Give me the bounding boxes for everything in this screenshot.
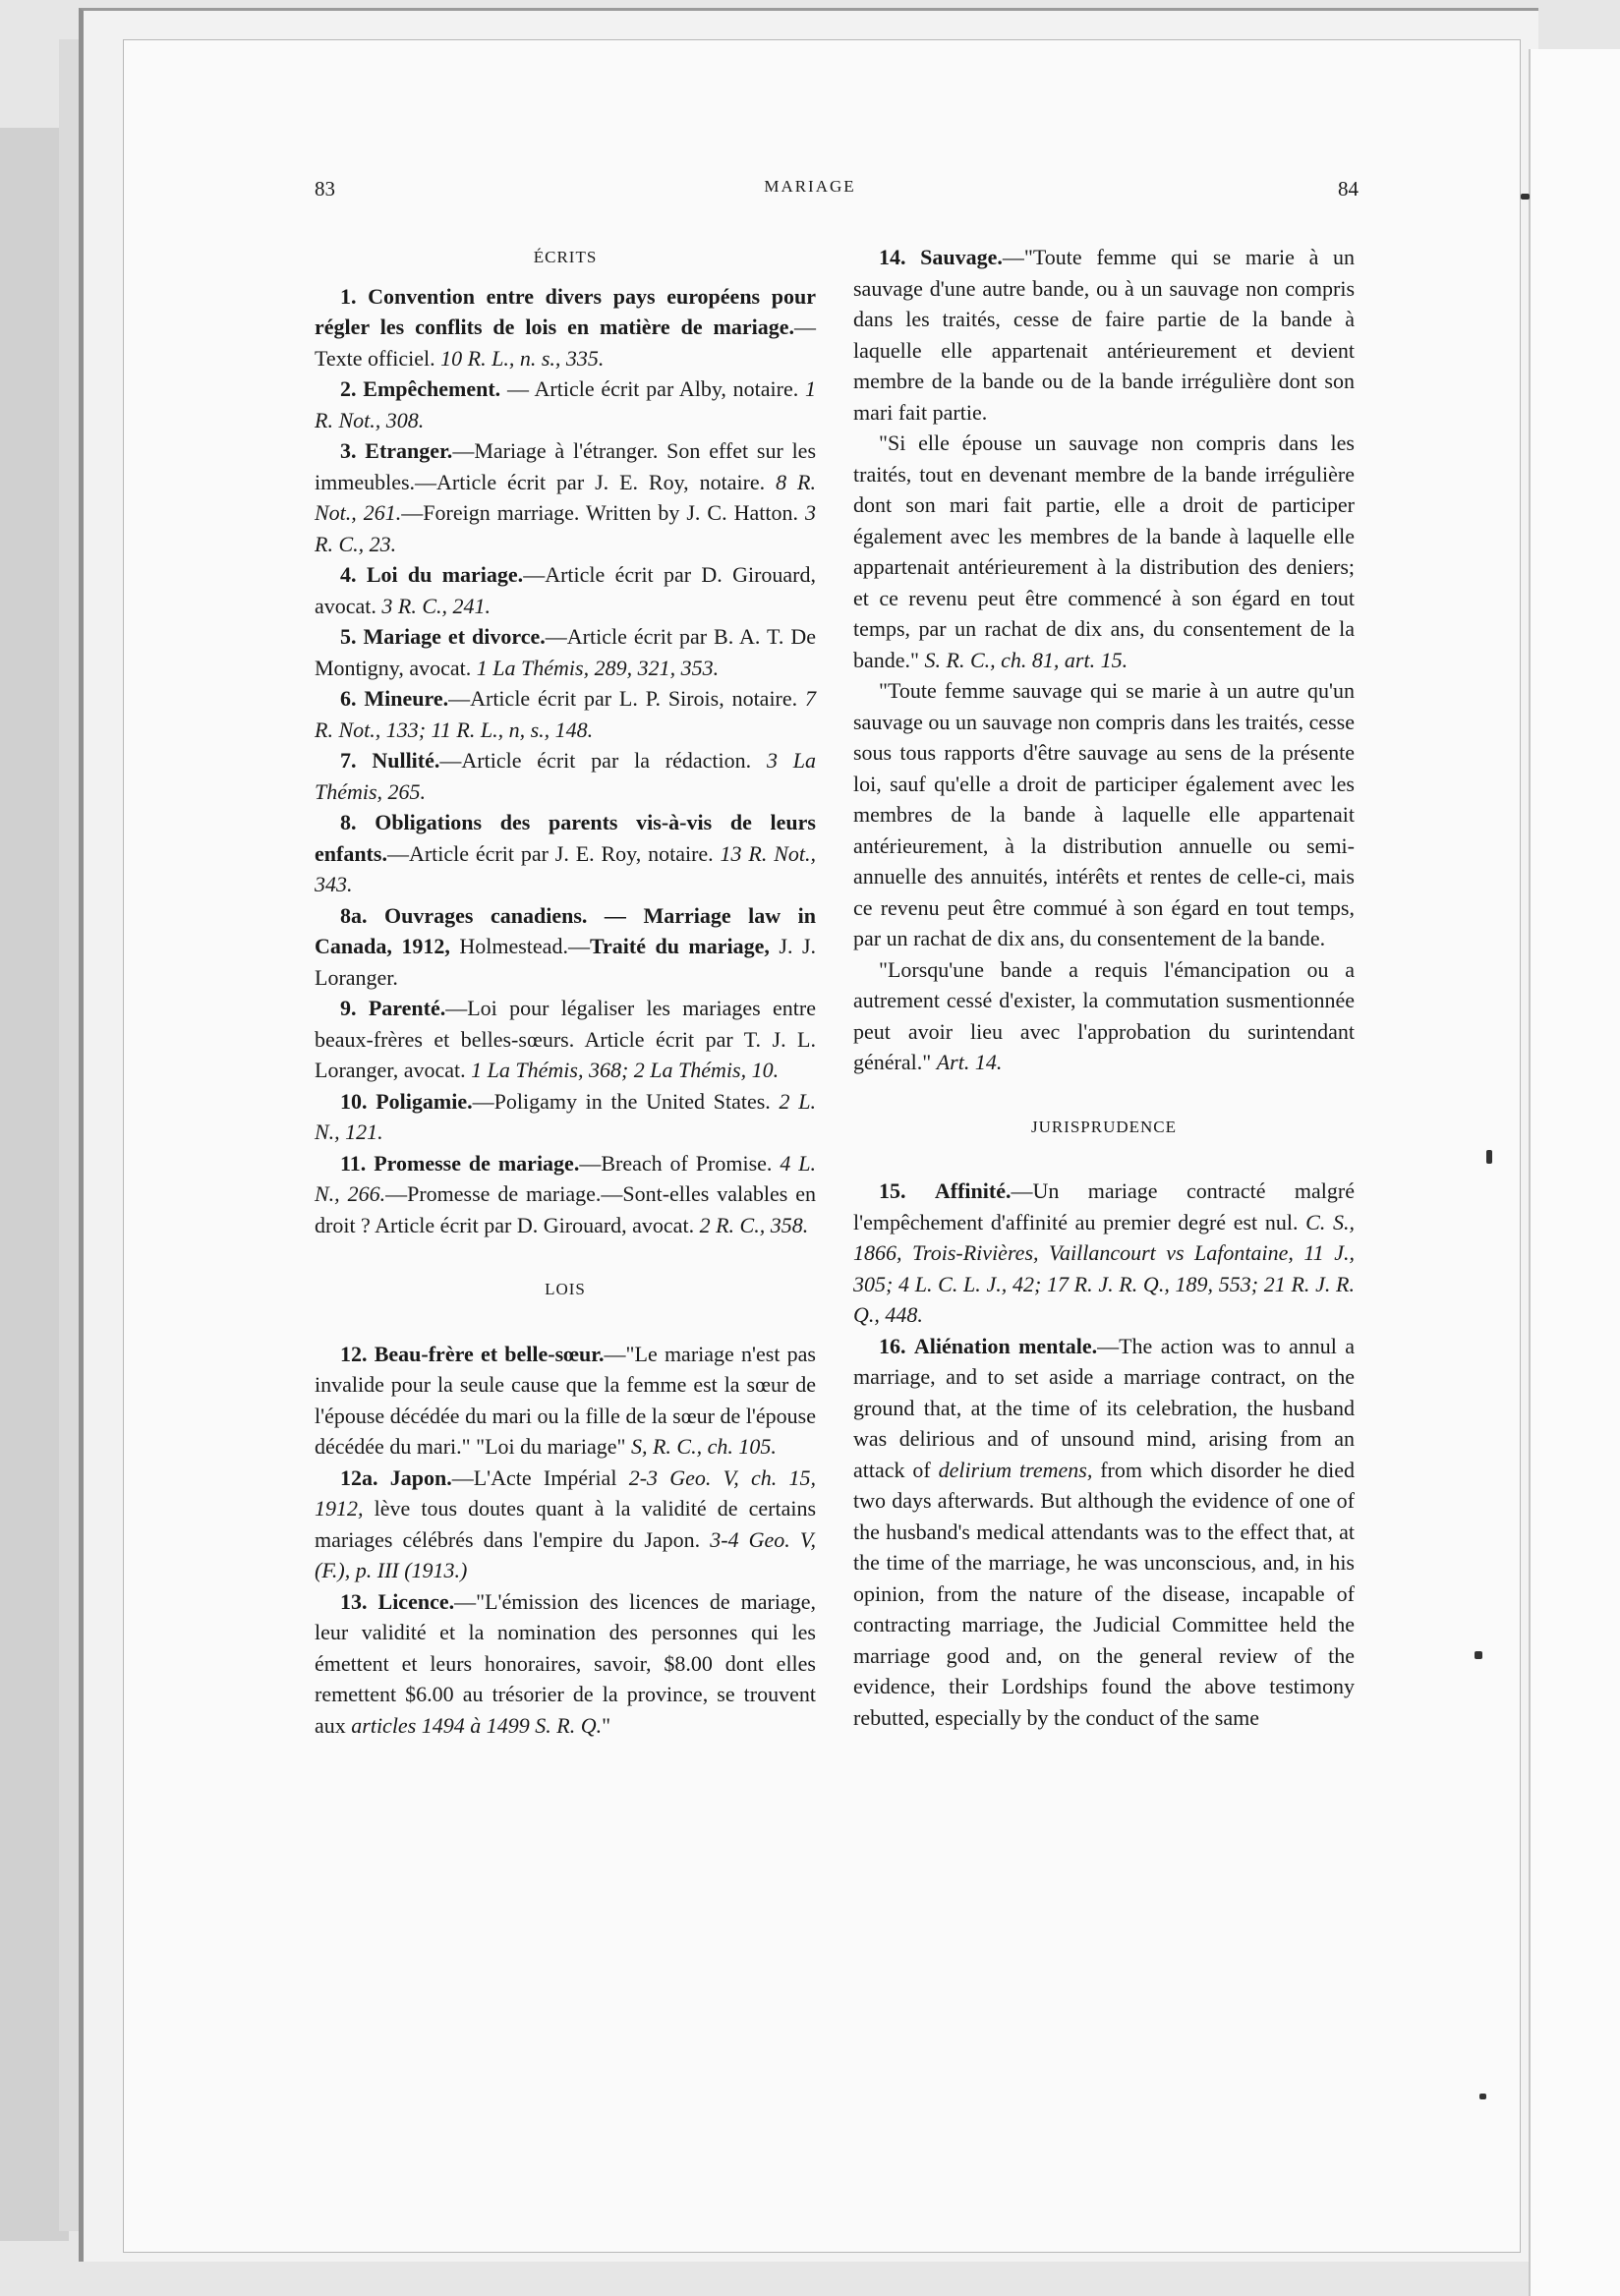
entry-heading: Mariage et divorce.	[363, 624, 546, 649]
entry-heading: Loi du mariage.	[366, 562, 524, 587]
entry-heading: Japon.	[389, 1464, 452, 1490]
entry-citation: 1 La Thémis, 368; 2 La Thémis, 10.	[471, 1058, 780, 1082]
paragraph	[853, 675, 1355, 954]
entry-14	[853, 242, 1355, 428]
entry-number: 16.	[879, 1333, 906, 1358]
entry-citation: 2-3 Geo. V, ch. 15, 1912,	[315, 1464, 817, 1521]
entry-text: —"Le mariage n'est pas invalide pour la seule cause que la femme est la sœur de l'épouse décédée du mari ou la fille de la sœur de l'épouse décédée du mari." "Loi du mariage"	[315, 1341, 816, 1459]
entry-citation: articles 1494 à 1499 S. R. Q.	[351, 1712, 603, 1738]
right-page-edge	[1529, 49, 1620, 2296]
entry-number: 15.	[879, 1178, 906, 1203]
entry-citation: 2 R. C., 358.	[699, 1212, 809, 1237]
paragraph	[853, 954, 1355, 1078]
entry-8a	[315, 900, 816, 994]
entry-text: —Article écrit par D. Girouard, avocat.	[315, 562, 817, 618]
entry-citation: 10 R. L., n. s., 335.	[440, 345, 605, 371]
paragraph	[853, 428, 1355, 675]
entry-text: —Article écrit par B. A. T. De Montigny, avocat.	[315, 624, 816, 680]
entry-number: 13.	[340, 1588, 368, 1614]
entry-number: 7.	[340, 748, 357, 773]
entry-text: Holmestead.—	[459, 934, 590, 958]
entry-text: from which disorder he died two days afterwards. But although the evidence of one of the husband's medical attendants was to the effect that, at the time of the marriage, he was unconscious, and, in his opinion, from the nature of the disease, incapable of contracting marriage, the Judicial Committee held the marriage good and, on the general review of the evidence, their Lordships found the above testimony rebutted, especially by the conduct of the same	[853, 1457, 1355, 1730]
entry-16	[853, 1331, 1355, 1734]
entry-heading: Poligamie.	[376, 1088, 473, 1114]
entry-number: 1.	[340, 283, 357, 309]
entry-text: —"L'émission des licences de mariage, leur validité et la nomination des personnes qui les émettent et leurs honoraires, savoir, $8.00 dont elles remettent $6.00 au trésorier de la province, se trouvent aux	[315, 1588, 817, 1738]
entry-heading: Mineure.	[364, 686, 449, 711]
entry-citation: 3 R. C., 241.	[381, 593, 492, 618]
entry-text: —"Toute femme qui se marie à un sauvage d'une autre bande, ou à un sauvage non compris dans les traités, cesse de faire partie de la bande à laquelle elle appartenait antérieurement et devient membre de la bande ou de la bande irrégulière dont son mari fait partie.	[853, 245, 1356, 425]
entry-number: 12.	[340, 1341, 368, 1366]
entry-number: 5.	[340, 624, 357, 649]
entry-number: 6.	[340, 686, 357, 711]
entry-text: —Article écrit par J. E. Roy, notaire.	[386, 840, 714, 866]
entry-text: J. J. Loranger.	[315, 934, 817, 990]
entry-12	[315, 1339, 816, 1463]
entry-text: —Article écrit par la rédaction.	[439, 748, 752, 773]
entry-heading: Etranger.	[365, 438, 453, 463]
entry-citation: S. R. C., ch. 81, art. 15.	[924, 647, 1128, 672]
entry-heading: Licence.	[377, 1588, 455, 1614]
entry-citation: 1 R. Not., 308.	[315, 376, 817, 432]
entry-text: —Poligamy in the United States.	[472, 1088, 771, 1114]
entry-heading: Sauvage.	[920, 245, 1003, 269]
entry-text: —The action was to annul a marriage, and to set aside a marriage contract, on the ground that, at the time of its celebration, the husband was delirious and of unsound mind, arising from an attack of	[853, 1333, 1355, 1482]
entry-number: 14.	[879, 245, 906, 269]
paragraph-text: "Lorsqu'une bande a requis l'émancipation ou a autrement cessé d'exister, la commutation susmentionnée peut avoir lieu avec l'approbation du surintendant général."	[853, 956, 1355, 1074]
entry-heading: Empêchement.	[363, 376, 501, 401]
entry-citation: delirium tremens,	[938, 1457, 1093, 1482]
right-column	[853, 242, 1355, 1733]
entry-citation: 7 R. Not., 133; 11 R. L., n, s., 148.	[315, 686, 817, 742]
entry-number: 9.	[340, 996, 357, 1020]
entry-citation: 4 L. N., 266.	[315, 1150, 816, 1206]
entry-number: 3.	[340, 438, 357, 463]
entry-citation: 8 R. Not., 261.	[315, 469, 816, 525]
entry-5	[315, 621, 816, 683]
entry-8	[315, 807, 816, 900]
entry-heading: Ouvrages canadiens. — Marriage law in Canada, 1912,	[315, 902, 817, 958]
left-page-number: 83	[315, 177, 335, 201]
entry-text: —Loi pour légaliser les mariages entre beaux-frères et belles-sœurs. Article écrit par T. J. L. Loranger, avocat.	[315, 996, 816, 1082]
entry-text: —Mariage à l'étranger. Son effet sur les immeubles.—Article écrit par J. E. Roy, notaire.	[315, 438, 817, 494]
entry-heading: Obligations des parents vis-à-vis de leurs enfants.	[315, 810, 816, 866]
entry-citation: 3 La Thémis, 265.	[315, 748, 817, 804]
entry-heading: Affinité.	[934, 1178, 1012, 1203]
entry-11	[315, 1148, 816, 1241]
entry-text: —Promesse de mariage.—Sont-elles valables en droit ? Article écrit par D. Girouard, avocat.	[315, 1181, 816, 1237]
entry-citation: S, R. C., ch. 105.	[630, 1434, 777, 1459]
entry-9	[315, 993, 816, 1086]
entry-text: —Foreign marriage. Written by J. C. Hatton.	[401, 500, 798, 525]
entry-number: 10.	[340, 1088, 368, 1114]
entry-1	[315, 281, 816, 374]
entry-heading: Promesse de mariage.	[374, 1150, 580, 1176]
entry-text: —Breach of Promise.	[579, 1150, 773, 1176]
entry-number: 8.	[340, 810, 357, 834]
entry-text: —Article écrit par L. P. Sirois, notaire.	[448, 686, 798, 711]
entry-15	[853, 1176, 1355, 1331]
entry-4	[315, 559, 816, 621]
entry-heading: Convention entre divers pays européens pour régler les conflits de lois en matière de mariage.	[315, 283, 816, 339]
entry-text: —L'Acte Impérial	[451, 1464, 617, 1490]
entry-text: —Texte officiel.	[315, 315, 816, 371]
entry-citation: 3-4 Geo. V, (F.), p. III (1913.)	[315, 1526, 816, 1582]
entry-citation: 2 L. N., 121.	[315, 1088, 816, 1144]
running-title: MARIAGE	[764, 177, 856, 196]
entry-citation: 3 R. C., 23.	[315, 500, 816, 556]
entry-text: "	[602, 1712, 611, 1738]
entry-heading: Nullité.	[372, 748, 440, 773]
section-heading-ecrits: ÉCRITS	[533, 248, 598, 266]
entry-text: lève tous doutes quant à la validité de certains mariages célébrés dans l'empire du Japon.	[315, 1496, 817, 1552]
section-heading-jurisprudence: JURISPRUDENCE	[1030, 1117, 1178, 1136]
entry-citation: Art. 14.	[936, 1050, 1003, 1074]
entry-12a	[315, 1463, 816, 1586]
section-heading-lois: LOIS	[545, 1280, 586, 1298]
entry-heading: Traité du mariage,	[589, 934, 770, 958]
entry-10	[315, 1086, 816, 1148]
entry-13	[315, 1586, 816, 1742]
entry-number: 8a.	[340, 902, 368, 928]
entry-heading: Beau-frère et belle-sœur.	[374, 1341, 605, 1366]
right-page-number: 84	[1338, 177, 1359, 201]
entry-text: — Article écrit par Alby, notaire.	[506, 376, 799, 401]
entry-number: 12a.	[340, 1464, 378, 1490]
entry-number: 2.	[340, 376, 357, 401]
entry-7	[315, 745, 816, 807]
entry-number: 11.	[340, 1150, 367, 1176]
entry-text: —Un mariage contracté malgré l'empêchement d'affinité au premier degré est nul.	[853, 1178, 1356, 1234]
entry-citation: C. S., 1866, Trois-Rivières, Vaillancourt vs Lafontaine, 11 J., 305; 4 L. C. L. J., 42; 17 R. J. R. Q., 189, 553; 21 R. J. R. Q., 448.	[853, 1209, 1355, 1327]
entry-3	[315, 435, 816, 559]
entry-6	[315, 683, 816, 745]
entry-citation: 1 La Thémis, 289, 321, 353.	[476, 655, 720, 680]
left-column	[315, 242, 816, 1741]
entry-heading: Aliénation mentale.	[913, 1333, 1098, 1358]
entry-2	[315, 373, 816, 435]
entry-number: 4.	[340, 562, 357, 587]
paragraph-text: "Si elle épouse un sauvage non compris dans les traités, tout en devenant membre de la bande irrégulière dont son mari fait partie, elle a droit de participer également avec les membres de la bande à laquelle elle appartenait antérieurement à la distribution des deniers; et ce revenu peut être commencé à son égard en tout temps, par un rachat de dix ans, du consentement de la bande."	[853, 430, 1355, 672]
paragraph-text: "Toute femme sauvage qui se marie à un autre qu'un sauvage ou un sauvage non compris dans les traités, cesse sous tous rapports d'être sauvage au sens de la présente loi, sauf qu'elle a droit de participer également avec les membres de la bande à laquelle elle appartenait antérieurement, à la distribution annuelle ou semi-annuelle des annuités, intérêts et rentes de celle-ci, mais ce revenu peut être commué à son égard en tout temps, par un rachat de dix ans, du consentement de la bande.	[853, 678, 1355, 950]
entry-citation: 13 R. Not., 343.	[315, 840, 816, 896]
entry-heading: Parenté.	[368, 996, 446, 1020]
